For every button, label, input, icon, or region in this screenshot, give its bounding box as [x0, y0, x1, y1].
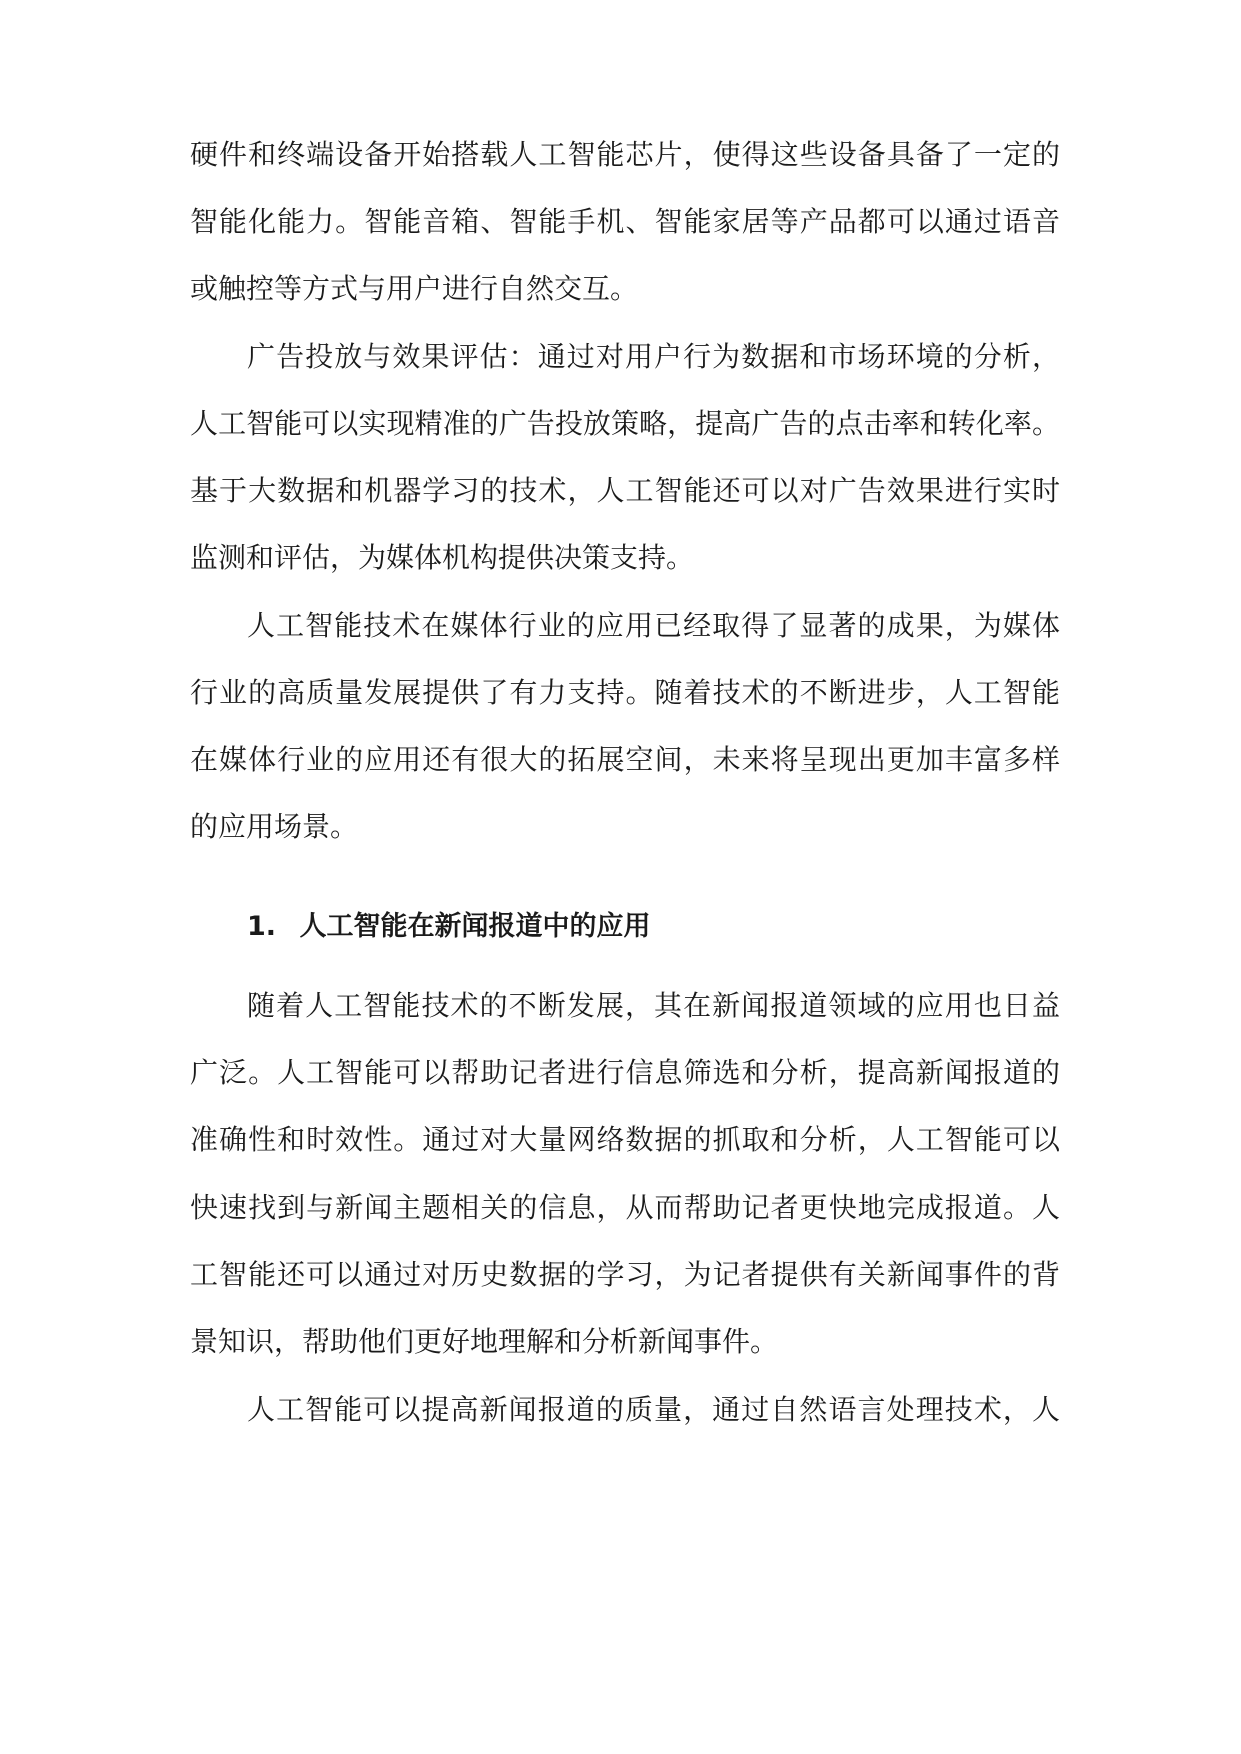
paragraph-line: 监测和评估，为媒体机构提供决策支持。 [190, 541, 695, 574]
paragraph-line: 景知识，帮助他们更好地理解和分析新闻事件。 [190, 1325, 779, 1358]
paragraph-line: 广告投放与效果评估：通过对用户行为数据和市场环境的分析， [247, 340, 1060, 373]
section-heading [247, 905, 1060, 949]
paragraph-line: 行业的高质量发展提供了有力支持。随着技术的不断进步，人工智能 [190, 676, 1060, 709]
paragraph-line: 人工智能可以实现精准的广告投放策略，提高广告的点击率和转化率。 [190, 407, 1060, 440]
paragraph-line: 基于大数据和机器学习的技术，人工智能还可以对广告效果进行实时 [190, 474, 1060, 507]
paragraph-line: 或触控等方式与用户进行自然交互。 [190, 272, 639, 305]
paragraph-line: 人工智能技术在媒体行业的应用已经取得了显著的成果，为媒体 [247, 609, 1060, 642]
section-title: 人工智能在新闻报道中的应用 [299, 911, 651, 942]
paragraph-line: 工智能还可以通过对历史数据的学习，为记者提供有关新闻事件的背 [190, 1258, 1060, 1291]
paragraph-line: 准确性和时效性。通过对大量网络数据的抓取和分析，人工智能可以 [190, 1123, 1060, 1156]
paragraph-line: 智能化能力。智能音箱、智能手机、智能家居等产品都可以通过语音 [190, 205, 1060, 238]
paragraph-line: 随着人工智能技术的不断发展，其在新闻报道领域的应用也日益 [247, 989, 1060, 1022]
paragraph-line: 人工智能可以提高新闻报道的质量，通过自然语言处理技术，人 [247, 1393, 1060, 1426]
paragraph-line: 硬件和终端设备开始搭载人工智能芯片，使得这些设备具备了一定的 [190, 138, 1060, 171]
section-number: 1. [247, 911, 277, 942]
paragraph-line: 的应用场景。 [190, 810, 359, 843]
paragraph-line: 快速找到与新闻主题相关的信息，从而帮助记者更快地完成报道。人 [190, 1191, 1060, 1224]
paragraph-line: 在媒体行业的应用还有很大的拓展空间，未来将呈现出更加丰富多样 [190, 743, 1060, 776]
paragraph-line: 广泛。人工智能可以帮助记者进行信息筛选和分析，提高新闻报道的 [190, 1056, 1060, 1089]
